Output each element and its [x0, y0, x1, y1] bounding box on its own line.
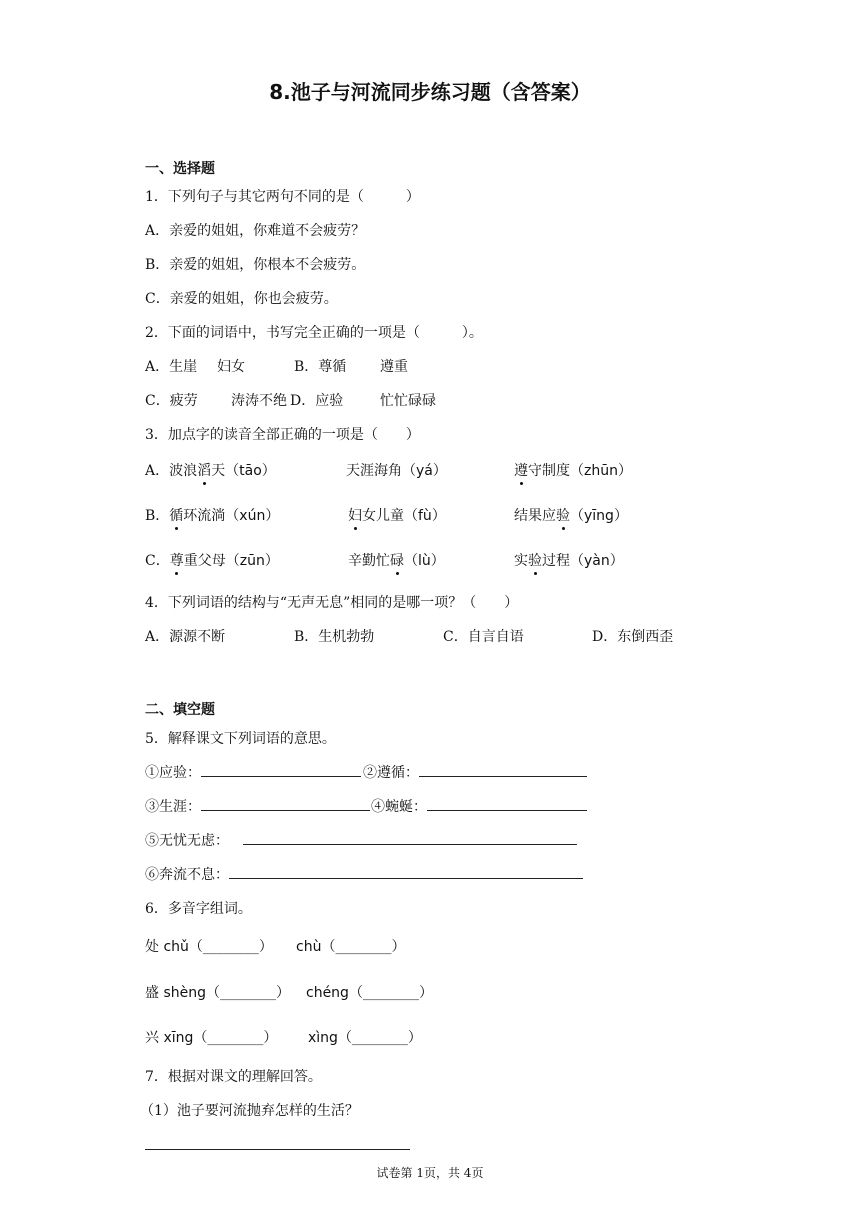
- q3-option-c1: [145, 550, 279, 570]
- page-footer: 试卷第 1页，共 4页: [376, 1166, 484, 1180]
- q3-b1-pinyin: xún: [239, 508, 266, 524]
- q3-b2-text: 女儿童（: [362, 508, 418, 524]
- q6-r1-char: 处: [145, 939, 159, 955]
- q3-a3-dotted-char: 遵: [514, 460, 528, 480]
- page-title: 8.池子与河流同步练习题（含答案）: [269, 80, 591, 104]
- q6-row-1a: [145, 936, 273, 956]
- q3-option-b2: [348, 505, 446, 525]
- q7-sub1: （1）池子要河流抛弃怎样的生活？: [140, 1103, 359, 1119]
- q6-r2-pinyin2: chéng: [306, 985, 349, 1001]
- q6-row-3b: [308, 1027, 422, 1047]
- q3-c3-pinyin: yàn: [584, 553, 610, 569]
- q2-option-a: A．生崖: [145, 359, 198, 375]
- q3-c1-text: 重父母（: [183, 553, 240, 569]
- q3-a3-text: 守制度（: [528, 463, 584, 479]
- q3-a1-text: A．波浪: [145, 463, 198, 479]
- q6-r2-pinyin1: shèng: [163, 985, 206, 1001]
- q3-b1-dotted-char: 循: [169, 505, 183, 525]
- q1-option-a: A．亲爱的姐姐，你难道不会疲劳？: [145, 223, 366, 239]
- q3-c3-close: ）: [609, 553, 624, 569]
- q3-b2-pinyin: fù: [418, 508, 432, 524]
- q6-row-3a: [145, 1027, 277, 1047]
- q2-option-d-word2: 忙忙碌碌: [380, 393, 436, 409]
- q6-r3-char: 兴: [145, 1030, 159, 1046]
- q2-option-d: D．应验: [290, 393, 344, 409]
- q6-r1-pinyin1: chǔ: [163, 939, 189, 955]
- q4-option-d: D．东倒西歪: [592, 629, 674, 645]
- q3-c2-pinyin: lù: [418, 553, 431, 569]
- q3-b2-dotted-char: 妇: [348, 505, 362, 525]
- q5-item-3: [145, 796, 370, 816]
- q4-option-b: B．生机勃勃: [294, 629, 375, 645]
- q6-r3-blank2[interactable]: （________）: [337, 1030, 422, 1046]
- q3-c1-close: ）: [264, 553, 279, 569]
- q3-b1-label: B．: [145, 508, 170, 524]
- q3-a1-text2: 天（: [211, 463, 240, 479]
- q5-item-2-blank[interactable]: [419, 762, 587, 777]
- q1-stem: 1．下列句子与其它两句不同的是（ ）: [145, 189, 420, 205]
- section-choice-heading: 一、选择题: [145, 161, 215, 177]
- q6-r3-pinyin2: xìng: [308, 1030, 338, 1046]
- q6-r1-pinyin2: chù: [296, 939, 322, 955]
- q3-option-a1: [145, 460, 276, 480]
- q5-item-5-blank[interactable]: [243, 830, 577, 845]
- q2-option-b-word2: 遵重: [380, 359, 408, 375]
- q6-row-2a: [145, 982, 290, 1002]
- q5-item-2-label: ②遵循：: [363, 765, 419, 781]
- q3-a3-pinyin: zhūn: [584, 463, 618, 479]
- q3-c3-text2: 过程（: [542, 553, 584, 569]
- q5-item-2: [363, 762, 587, 782]
- q3-c1-label: C．: [145, 553, 170, 569]
- q3-c2-dotted-char: 碌: [390, 550, 404, 570]
- q3-b3-open: （: [570, 508, 584, 524]
- q1-option-c: C．亲爱的姐姐，你也会疲劳。: [145, 291, 338, 307]
- q3-a2-text: 天涯海角（: [346, 463, 416, 479]
- q3-c2-close: ）: [430, 553, 445, 569]
- q3-b3-dotted-char: 验: [556, 505, 570, 525]
- q3-c3-text: 实: [514, 553, 528, 569]
- q5-item-4: [371, 796, 587, 816]
- q5-item-4-label: ④蜿蜒：: [371, 799, 427, 815]
- q3-a3-close: ）: [617, 463, 632, 479]
- q6-row-1b: [296, 936, 405, 956]
- q6-r3-blank1[interactable]: （________）: [193, 1030, 278, 1046]
- q3-option-c2: [348, 550, 445, 570]
- q3-b3-pinyin: yīng: [584, 508, 614, 524]
- q3-b1-text: 环流淌（: [183, 508, 240, 524]
- q4-option-a: A．源源不断: [145, 629, 226, 645]
- q2-option-a-word2: 妇女: [217, 359, 245, 375]
- q5-item-5-label: ⑤无忧无虑：: [145, 833, 229, 849]
- q6-r2-blank2[interactable]: （________）: [348, 985, 433, 1001]
- q3-c2-text: 辛勤忙: [348, 553, 390, 569]
- q5-item-1-label: ①应验：: [145, 765, 201, 781]
- q6-r1-blank2[interactable]: （________）: [321, 939, 406, 955]
- q3-a2-pinyin: yá: [416, 463, 433, 479]
- q3-a2-close: ）: [432, 463, 447, 479]
- q5-item-6-blank[interactable]: [229, 864, 583, 879]
- q5-item-3-label: ③生涯：: [145, 799, 201, 815]
- q3-c3-dotted-char: 验: [528, 550, 542, 570]
- q5-item-5: [145, 830, 577, 850]
- q6-r3-pinyin1: xīng: [163, 1030, 194, 1046]
- q3-b1-close: ）: [265, 508, 280, 524]
- q5-stem: 5．解释课文下列词语的意思。: [145, 731, 336, 747]
- q3-a1-close: ）: [261, 463, 276, 479]
- q3-a1-dotted-char: 滔: [197, 460, 211, 480]
- q3-a1-pinyin: tāo: [239, 463, 262, 479]
- q7-sub1-answer-line[interactable]: [145, 1134, 410, 1150]
- q3-option-b3: [514, 505, 628, 525]
- q3-c1-dotted-char: 尊: [170, 550, 184, 570]
- q3-b2-close: ）: [431, 508, 446, 524]
- q5-item-1-blank[interactable]: [201, 762, 361, 777]
- q7-stem: 7．根据对课文的理解回答。: [145, 1069, 322, 1085]
- q3-b3-text: 结果应: [514, 508, 556, 524]
- q2-option-b: B．尊循: [294, 359, 347, 375]
- q6-stem: 6．多音字组词。: [145, 901, 252, 917]
- q5-item-6-label: ⑥奔流不息：: [145, 867, 229, 883]
- q3-option-c3: [514, 550, 624, 570]
- q5-item-6: [145, 864, 583, 884]
- q3-option-a3: [514, 460, 632, 480]
- q2-option-c-word2: 涛涛不绝: [231, 393, 287, 409]
- q1-option-b: B．亲爱的姐姐，你根本不会疲劳。: [145, 257, 366, 273]
- q3-b3-close: ）: [613, 508, 628, 524]
- q3-c1-pinyin: zūn: [239, 553, 265, 569]
- section-fill-heading: 二、填空题: [145, 702, 215, 718]
- q4-option-c: C．自言自语: [443, 629, 524, 645]
- q6-row-2b: [306, 982, 433, 1002]
- q5-item-3-blank[interactable]: [201, 796, 370, 811]
- q3-option-b1: [145, 505, 279, 525]
- q4-stem: 4．下列词语的结构与“无声无息”相同的是哪一项？（ ）: [145, 595, 519, 611]
- q3-c2-open: （: [404, 553, 418, 569]
- q5-item-4-blank[interactable]: [427, 796, 587, 811]
- q6-r2-blank1[interactable]: （________）: [206, 985, 290, 1001]
- q6-r2-char: 盛: [145, 985, 159, 1001]
- q2-stem: 2．下面的词语中，书写完全正确的一项是（ ）。: [145, 325, 483, 341]
- q2-option-c: C．疲劳: [145, 393, 198, 409]
- q3-stem: 3．加点字的读音全部正确的一项是（ ）: [145, 427, 420, 443]
- q5-item-1: [145, 762, 361, 782]
- q6-r1-blank1[interactable]: （________）: [188, 939, 273, 955]
- q3-option-a2: [346, 460, 447, 480]
